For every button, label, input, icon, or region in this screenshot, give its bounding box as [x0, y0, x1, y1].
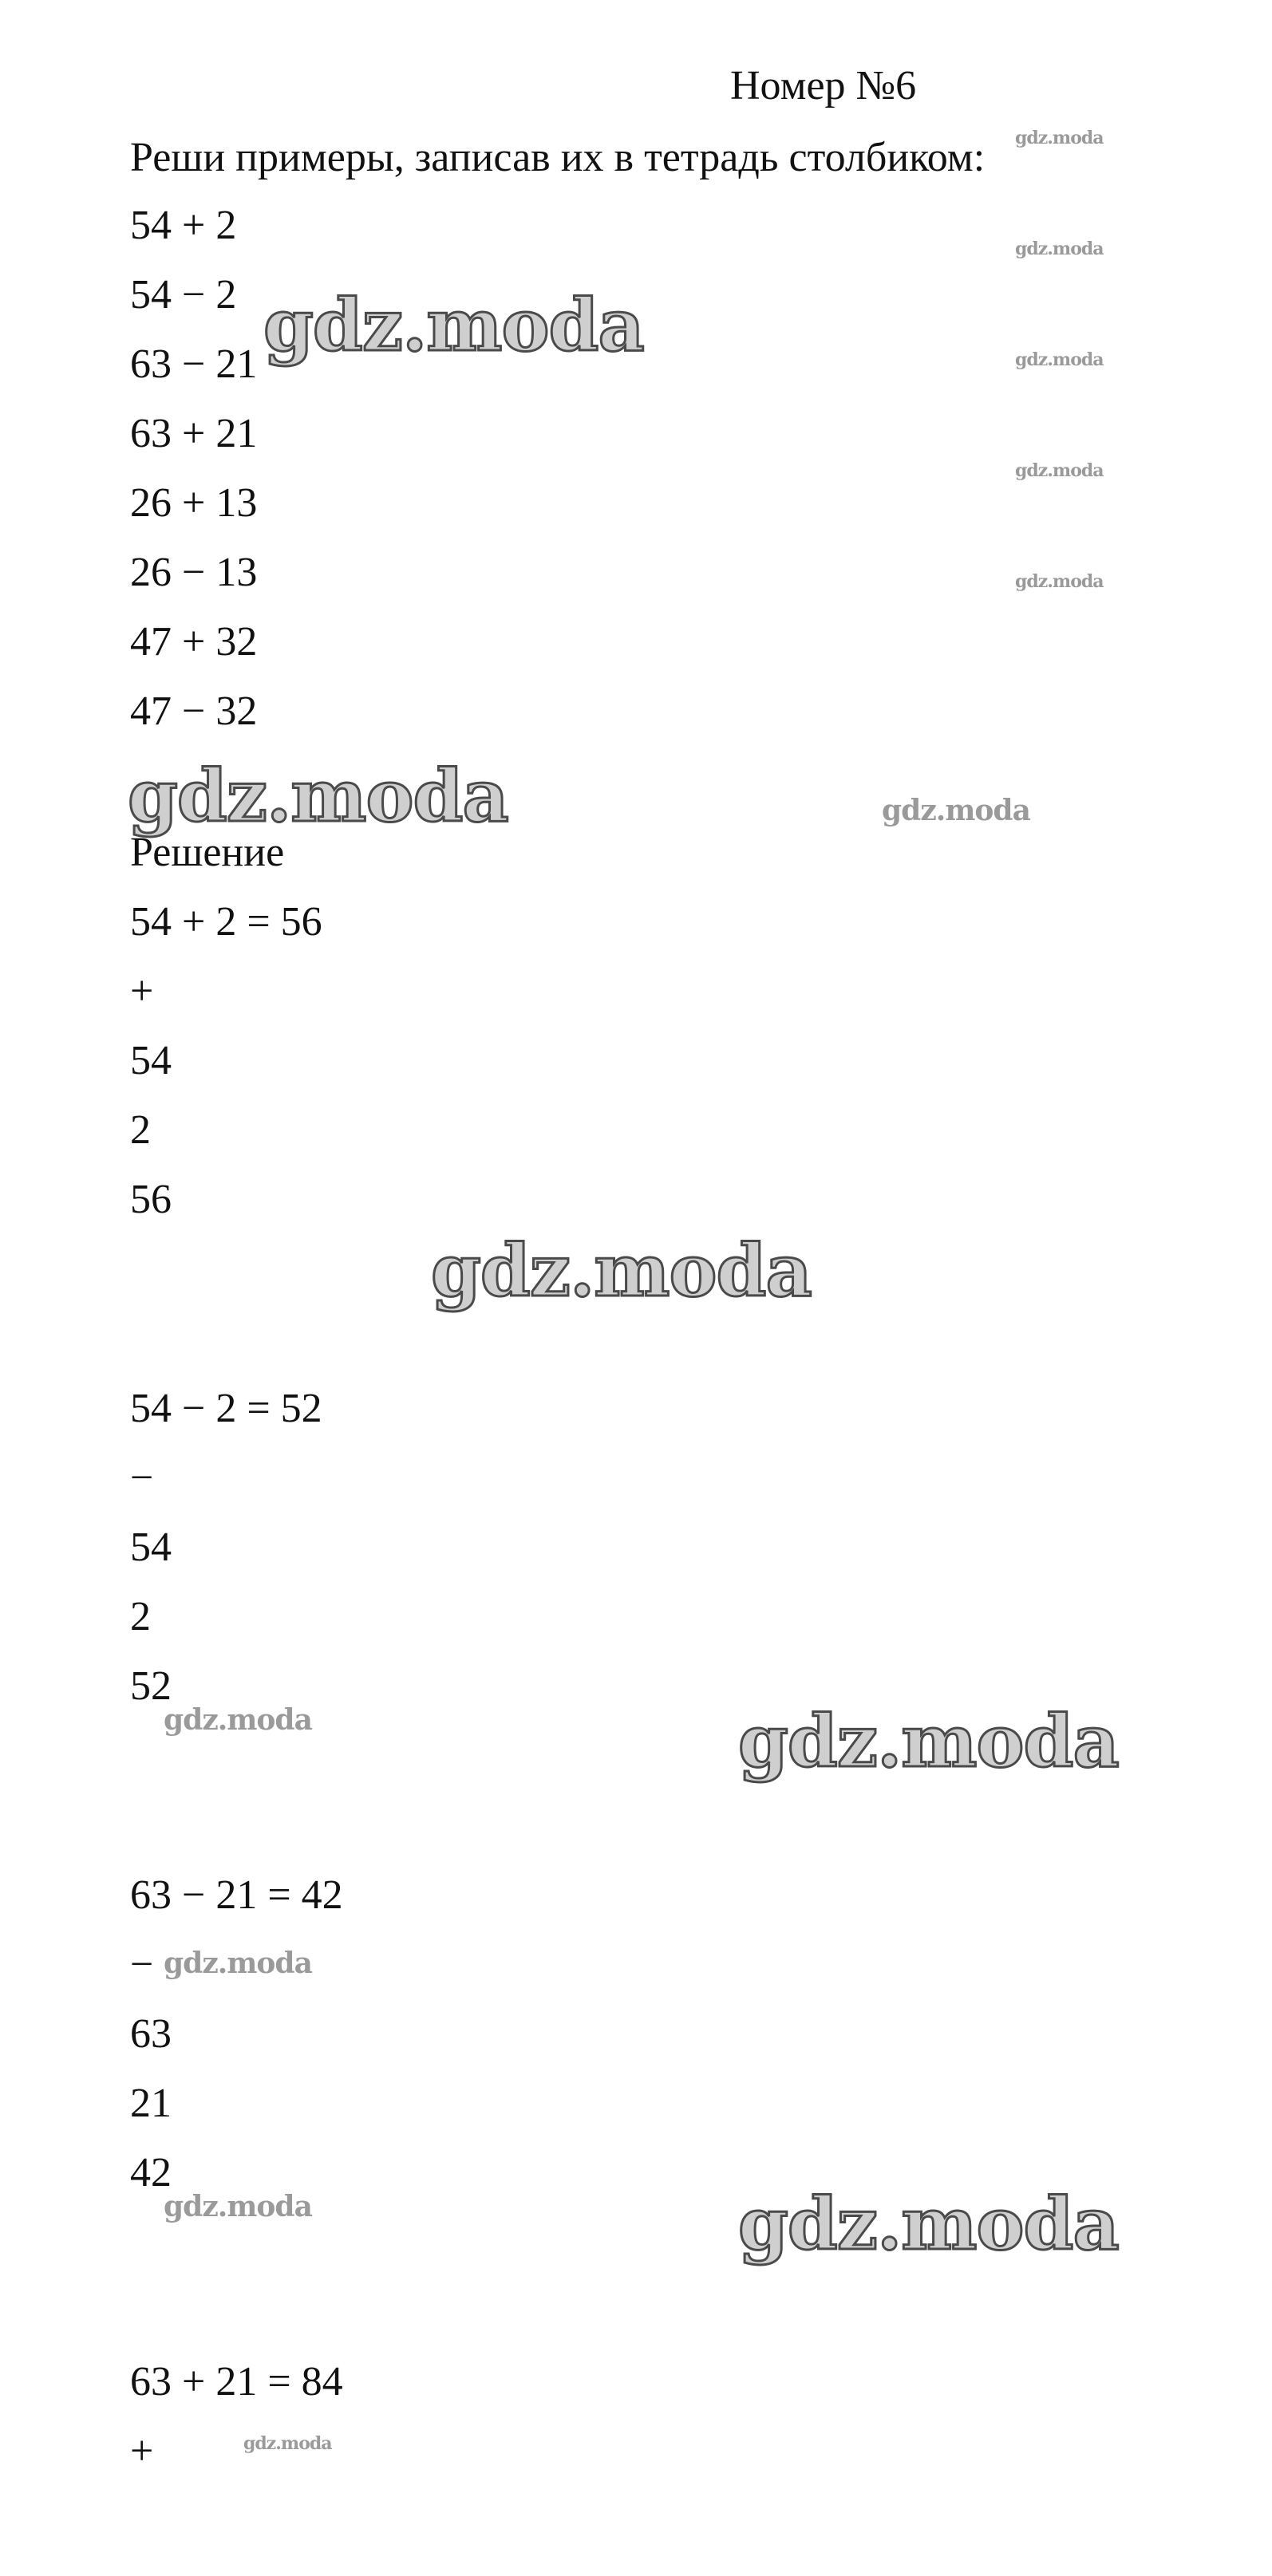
column-top-3: 63	[130, 2011, 172, 2057]
watermark: gdz.moda	[1015, 460, 1104, 481]
column-result-1: 56	[130, 1177, 172, 1222]
example-5: 26 + 13	[130, 480, 258, 526]
watermark: gdz.moda	[882, 794, 1030, 827]
solution-equation-2: 54 − 2 = 52	[130, 1386, 322, 1431]
example-6: 26 − 13	[130, 550, 258, 595]
watermark: gdz.moda	[243, 2433, 332, 2454]
watermark: gdz.moda	[164, 2190, 312, 2223]
column-top-1: 54	[130, 1038, 172, 1083]
column-bottom-1: 2	[130, 1107, 151, 1153]
example-7: 47 + 32	[130, 619, 258, 665]
solution-heading: Решение	[130, 830, 285, 875]
column-sign-2: −	[130, 1455, 154, 1501]
column-result-2: 52	[130, 1663, 172, 1709]
watermark: gdz.moda	[1015, 128, 1104, 148]
watermark: gdz.moda	[1015, 349, 1104, 370]
example-1: 54 + 2	[130, 203, 237, 248]
example-8: 47 − 32	[130, 688, 258, 734]
watermark: gdz.moda	[164, 1703, 312, 1737]
watermark: gdz.moda	[431, 1229, 812, 1313]
column-sign-1: +	[130, 968, 154, 1014]
solution-equation-4: 63 + 21 = 84	[130, 2359, 343, 2404]
page-title: Номер №6	[730, 63, 917, 108]
column-top-2: 54	[130, 1525, 172, 1570]
column-sign-3: −	[130, 1942, 154, 1987]
solution-equation-1: 54 + 2 = 56	[130, 899, 322, 945]
column-bottom-3: 21	[130, 2081, 172, 2126]
watermark: gdz.moda	[263, 283, 644, 368]
watermark: gdz.moda	[164, 1947, 312, 1980]
task-prompt: Реши примеры, записав их в тетрадь столбиком:	[130, 135, 986, 180]
watermark: gdz.moda	[128, 754, 508, 838]
example-3: 63 − 21	[130, 341, 258, 387]
watermark: gdz.moda	[1015, 239, 1104, 259]
watermark: gdz.moda	[1015, 571, 1104, 592]
watermark: gdz.moda	[738, 1699, 1119, 1784]
watermark: gdz.moda	[738, 2182, 1119, 2266]
column-bottom-2: 2	[130, 1594, 151, 1639]
example-2: 54 − 2	[130, 272, 237, 318]
example-4: 63 + 21	[130, 411, 258, 456]
column-result-3: 42	[130, 2150, 172, 2195]
column-sign-4: +	[130, 2428, 154, 2474]
solution-equation-3: 63 − 21 = 42	[130, 1872, 343, 1918]
